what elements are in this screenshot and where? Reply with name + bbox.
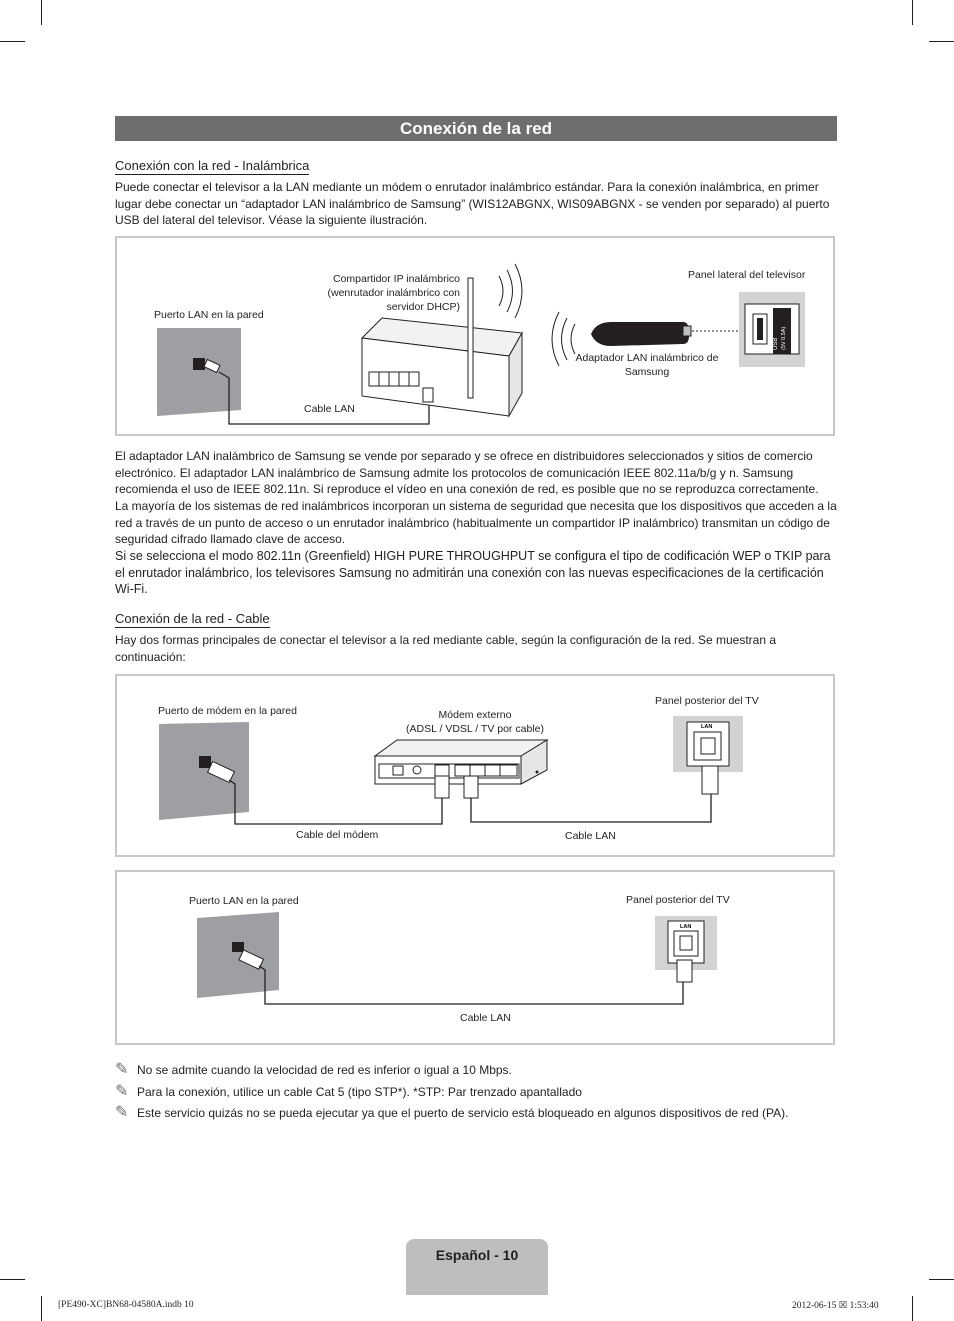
wall-lan-socket [193, 358, 205, 370]
wall-panel [197, 912, 279, 998]
label-router-2: (wenrutador inalámbrico con [327, 287, 460, 299]
wireless-para-3: Si se selecciona el modo 802.11n (Greenfield) HIGH PURE THROUGHPUT se configura el tipo de codificación WEP o TKIP para el enrutador inalámbrico, los televisores Samsung no admitirán una conexión con las nuevas especificaciones de la certificación Wi-Fi. [115, 549, 831, 596]
usb-label: USB [773, 337, 779, 350]
label-modem-1: Módem externo [438, 709, 512, 721]
label-modem-2: (ADSL / VDSL / TV por cable) [406, 723, 544, 735]
crop-mark [929, 1279, 954, 1280]
wifi-wave-icon [571, 324, 575, 354]
label-adapter-1: Adaptador LAN inalámbrico de [575, 352, 719, 364]
wired-modem-diagram [115, 674, 835, 857]
label-wall-lan-port: Puerto LAN en la pared [154, 309, 264, 321]
label-lan-cable: Cable LAN [565, 830, 616, 842]
wireless-adapter-icon [591, 322, 689, 346]
label-lan-cable: Cable LAN [304, 403, 355, 415]
pencil-note-icon: ✎ [115, 1104, 129, 1121]
modem-dc-jack [413, 766, 421, 774]
router-cable-plug [423, 388, 433, 402]
label-adapter-2: Samsung [624, 366, 670, 378]
router-antenna [468, 278, 473, 398]
wired-lan-diagram [115, 870, 835, 1045]
lan-port-label: LAN [680, 924, 692, 930]
wall-modem-socket [199, 756, 211, 768]
wireless-para-2: La mayoría de los sistemas de red inalámbricos incorporan un sistema de seguridad que necesita que los dispositivos que acceden a la red a través de un punto de acceso o un enrutador inalámbrico (habitualmente un compartidor IP inalámbrico) transmitan un código de seguridad cifrado llamado clave de acceso. [115, 499, 837, 546]
tv-lan-plug [702, 766, 718, 794]
page-title: Conexión de la red [115, 116, 837, 141]
wireless-diagram [115, 236, 835, 436]
note-item: ✎ Este servicio quizás no se pueda ejecutar ya que el puerto de servicio está bloqueado en algunos dispositivos de red (PA). [115, 1104, 789, 1121]
wireless-heading: Conexión con la red - Inalámbrica [115, 158, 310, 173]
modem-cable-plug [435, 776, 449, 798]
page-number-tab: Español - 10 [406, 1239, 548, 1295]
wired-heading: Conexión de la red - Cable [115, 611, 270, 626]
usb-spec: (5V 0.5A) [781, 326, 787, 350]
label-tv-side-panel: Panel lateral del televisor [688, 269, 806, 281]
lan-cable-plug [464, 776, 478, 798]
router-ports [369, 372, 419, 386]
lan-port-label: LAN [701, 724, 713, 730]
crop-mark [912, 0, 913, 25]
label-modem-cable: Cable del módem [296, 829, 379, 841]
modem-lan-ports [455, 765, 517, 776]
modem-cable-line [229, 780, 442, 824]
label-router-3: servidor DHCP) [386, 301, 460, 313]
tv-lan-plug [677, 960, 692, 982]
crop-mark [0, 1279, 25, 1280]
label-tv-back-panel: Panel posterior del TV [655, 695, 759, 707]
print-slug-left: [PE490-XC]BN68-04580A.indb 10 [58, 1300, 194, 1310]
crop-mark [41, 0, 42, 25]
lan-cable-line [471, 794, 711, 822]
wireless-intro: Puede conectar el televisor a la LAN mediante un módem o enrutador inalámbrico estándar. Para la conexión inalámbrica, en primer lugar debe conectar un “adaptador LAN inalámbrico de Samsung” (WIS12ABGNX, WIS09ABGNX - se venden por separado) al puerto USB del lateral del televisor. Véase la siguiente ilustración. [115, 180, 830, 227]
crop-mark [929, 41, 954, 42]
modem-power-switch [393, 766, 403, 775]
label-wall-modem-port: Puerto de módem en la pared [158, 705, 297, 717]
label-tv-back-panel: Panel posterior del TV [626, 894, 730, 906]
note-item: ✎ Para la conexión, utilice un cable Cat 5 (tipo STP*). *STP: Par trenzado apantallado [115, 1083, 582, 1100]
label-router-1: Compartidor IP inalámbrico [332, 273, 460, 285]
label-wall-lan-port: Puerto LAN en la pared [189, 895, 299, 907]
wireless-para-1: El adaptador LAN inalámbrico de Samsung se vende por separado y se ofrece en distribuidores seleccionados y sitios de comercio electrónico. El adaptador LAN inalámbrico de Samsung admite los protocolos de comunicación IEEE 802.11a/b/g y n. Samsung recomienda el uso de IEEE 802.11n. Si reproduce el vídeo en una conexión de red, es posible que no se reproduzca correctamente. [115, 449, 819, 496]
crop-mark [0, 41, 25, 42]
crop-mark [41, 1296, 42, 1321]
modem-top [375, 740, 547, 756]
pencil-note-icon: ✎ [115, 1083, 129, 1100]
pencil-note-icon: ✎ [115, 1061, 129, 1078]
lan-cable-line [259, 966, 683, 1004]
label-lan-cable: Cable LAN [460, 1012, 511, 1024]
wifi-wave-icon [499, 276, 503, 306]
note-item: ✎ No se admite cuando la velocidad de red es inferior o igual a 10 Mbps. [115, 1061, 512, 1078]
print-slug-right: 2012-06-15 ☒ 1:53:40 [792, 1301, 879, 1311]
wired-intro: Hay dos formas principales de conectar el televisor a la red mediante cable, según la configuración de la red. Se muestran a continuación: [115, 633, 777, 664]
modem-wan-port [435, 765, 449, 776]
wall-lan-socket [232, 942, 244, 952]
crop-mark [912, 1296, 913, 1321]
